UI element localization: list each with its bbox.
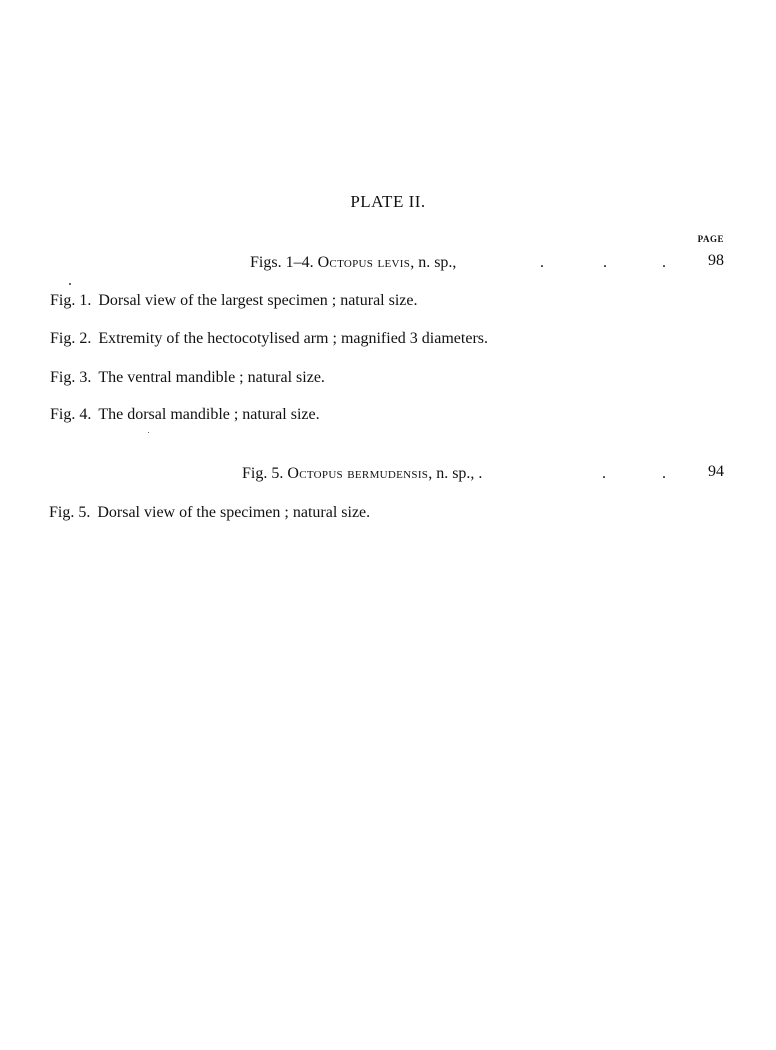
heading-prefix: Fig. 5. — [242, 465, 284, 482]
figure-text: Dorsal view of the largest specimen ; natural size. — [98, 292, 418, 309]
heading-suffix: , n. sp., — [410, 254, 457, 271]
page-number: 94 — [708, 463, 724, 480]
figure-number: Fig. 2. — [50, 330, 92, 347]
figure-number: Fig. 4. — [50, 406, 92, 423]
leader-dot: . — [662, 465, 666, 482]
leader-dot: . — [662, 254, 666, 271]
species-name: Octopus bermudensis — [287, 465, 429, 482]
print-speck — [148, 432, 149, 433]
figure-caption — [50, 369, 325, 387]
figure-text: Dorsal view of the specimen ; natural size. — [97, 504, 371, 521]
heading-suffix: , n. sp., . — [428, 465, 483, 482]
figure-caption — [50, 330, 488, 348]
leader-dot: . — [602, 465, 606, 482]
leader-dot: . — [540, 254, 544, 271]
figure-caption — [49, 504, 370, 522]
species-name: Octopus levis — [317, 254, 411, 271]
page-number: 98 — [708, 252, 724, 269]
species-heading-levis — [250, 254, 456, 272]
page-column-label: PAGE — [697, 234, 724, 244]
figure-caption — [50, 292, 418, 310]
heading-prefix: Figs. 1–4. — [250, 254, 314, 271]
species-heading-bermudensis — [242, 465, 482, 483]
figure-caption — [50, 406, 320, 424]
plate-title: PLATE II. — [350, 192, 426, 211]
figure-number: Fig. 3. — [50, 369, 92, 386]
figure-text: The dorsal mandible ; natural size. — [98, 406, 320, 423]
figure-number: Fig. 1. — [50, 292, 92, 309]
figure-text: The ventral mandible ; natural size. — [98, 369, 325, 386]
print-speck — [69, 283, 71, 285]
figure-number: Fig. 5. — [49, 504, 91, 521]
figure-text: Extremity of the hectocotylised arm ; magnified 3 diameters. — [98, 330, 488, 347]
leader-dot: . — [603, 254, 607, 271]
